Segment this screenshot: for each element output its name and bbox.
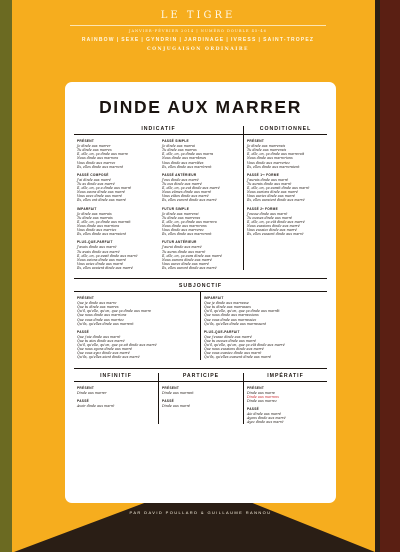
conjugation-line: Que vous ayez dinde aux marré (77, 351, 130, 356)
conjugation-line: Qu'il, qu'elle, qu'on, que ça ait dinde aux marré (77, 343, 157, 348)
tense-label: PRÉSENT (77, 139, 95, 143)
tense-label: IMPARFAIT (77, 206, 97, 211)
conjugation-line: Tu dinde aux marrais (77, 215, 113, 220)
conjugation-line: Qu'ils, qu'elles dinde aux marrent (77, 321, 134, 326)
conjugation-line: Tu auras dinde aux marré (162, 249, 206, 254)
conjugation-line: Vous dinde aux marrerez (162, 228, 204, 233)
imperatif-header: IMPÉRATIF (244, 373, 327, 382)
conjugation-line: Ayons dinde aux marré (247, 416, 286, 421)
conjugation-line: Nous eussions dinde aux marré (247, 223, 300, 228)
participe-section (158, 373, 243, 425)
conjugation-line: Nous dinde aux marrions (77, 223, 120, 228)
conjugation-line: Que vous eussiez dinde aux marré (204, 351, 262, 356)
conjugation-line: Nous aurions dinde aux marré (247, 190, 298, 195)
nav-item: SEXE (121, 37, 140, 43)
conjugation-line: Nous dinde aux marrâmes (162, 156, 207, 161)
conjugation-line: Tu eus dinde aux marré (162, 182, 202, 187)
conjugation-line: Ils, elles dinde aux marrent (77, 164, 123, 169)
subjonctif-col-2 (200, 292, 327, 360)
verb-title: DINDE AUX MARRER (99, 97, 302, 117)
conjugation-line: Tu as dinde aux marré (77, 182, 115, 187)
conjugation-line: Tu avais dinde aux marré (77, 249, 120, 254)
conjugation-line: Ils, elles dinde aux marreraient (247, 164, 300, 169)
nav-item: GYNDRIN (146, 37, 178, 43)
masthead-subtitle: CONJUGAISON ORDINAIRE (146, 47, 249, 52)
conjugation-line: Tu dinde aux marreras (162, 215, 201, 220)
conjugation-line: Ils, elles auront dinde aux marré (162, 265, 217, 270)
conjugation-line: Vous eussiez dinde aux marré (247, 228, 297, 233)
bottom-section (74, 368, 327, 425)
tense-label: PASSÉ 2ᵉ FORME (247, 206, 279, 211)
conjugation-line: Vous dinde aux marriez (77, 228, 117, 233)
participe-col (159, 386, 243, 409)
conjugation-line: Nous avons dinde aux marré (77, 190, 125, 195)
conjugation-line: Que tu eusses dinde aux marré (204, 339, 257, 344)
conjugation-line: Nous eûmes dinde aux marré (162, 190, 212, 195)
conjugation-line: Vous dinde aux marreriez (247, 160, 290, 165)
tense-label: PASSÉ (77, 329, 90, 334)
tense-label: FUTUR SIMPLE (162, 206, 190, 211)
conjugation-line: Dinde aux marre (247, 390, 276, 395)
conjugation-line: Qu'ils, qu'elles aient dinde aux marré (77, 355, 140, 360)
infinitif-section (74, 373, 158, 425)
credits: PAR DAVID POULLARD & GUILLAUME RANNOU (129, 510, 272, 515)
conditionnel-header: CONDITIONNEL (244, 126, 327, 135)
conjugation-line: Ils, elles avaient dinde aux marré (77, 265, 133, 270)
conjugation-line: Que j'aie dinde aux marré (77, 334, 121, 339)
conjugation-line: Il, elle, on, ça dinde aux marra (162, 152, 214, 157)
conjugation-line: Qu'il, qu'elle, qu'on, que ça dinde aux marre (77, 309, 152, 314)
masthead-nav: RAINBOW | SEXE | GYNDRIN | JARDINAGE | IVRESS | SAINT-TROPEZ (81, 37, 315, 43)
conjugation-line: Ils, elles dinde aux marrèrent (162, 164, 212, 169)
masthead-rule (70, 25, 326, 26)
conjugation-line: J'eus dinde aux marré (162, 177, 199, 182)
tense-label: PLUS-QUE-PARFAIT (77, 240, 113, 245)
conjugation-line: Nous dinde aux marrerions (247, 156, 293, 161)
conjugation-line: Ils, elles eurent dinde aux marré (162, 198, 217, 203)
nav-item: IVRESS (230, 37, 257, 43)
conjugation-line: Ayez dinde aux marré (247, 420, 284, 425)
indicatif-col-2 (159, 135, 243, 270)
indicatif-section (74, 126, 243, 270)
indicatif-columns (74, 135, 243, 270)
tense-label: PLUS-QUE-PARFAIT (204, 329, 240, 334)
conditionnel-section (243, 126, 327, 270)
conjugation-line: Que nous dinde aux marrions (77, 313, 127, 318)
tense-label: PRÉSENT (247, 139, 265, 143)
conjugation-line: Vous dinde aux marrez (77, 160, 116, 165)
conjugation-line: Ils, elles dinde aux marreront (162, 232, 212, 237)
subjonctif-col-1 (74, 292, 200, 360)
conjugation-card (65, 82, 336, 503)
tense-label: PRÉSENT (247, 385, 265, 390)
conjugation-line: Il, elle, on, ça aurait dinde aux marré (247, 186, 310, 191)
conjugation-line: Ils, elles auraient dinde aux marré (247, 198, 305, 203)
conjugation-line: Il, elle, on, ça dinde aux marrerait (247, 152, 305, 157)
conjugation-line: Tu dinde aux marres (77, 148, 112, 153)
magazine-title: LE TIGRE (160, 10, 236, 21)
conjugation-line: Qu'ils, qu'elles eussent dinde aux marré (204, 355, 272, 360)
conjugation-line: Dinde aux marrons (247, 394, 279, 399)
conjugation-line: Je dinde aux marrerais (247, 144, 286, 149)
conjugation-line: Nous avions dinde aux marré (77, 257, 127, 262)
conjugation-line: Vous auriez dinde aux marré (247, 194, 295, 199)
tense-label: PRÉSENT (162, 385, 180, 390)
tense-label: PASSÉ (162, 398, 175, 403)
conjugation-line: Vous aurez dinde aux marré (162, 261, 209, 266)
conjugation-line: Que nous dinde aux marrassions (204, 313, 259, 318)
conjugation-line: Je dinde aux marrai (162, 144, 195, 149)
right-brown-stripe (380, 0, 400, 552)
nav-item: RAINBOW (81, 37, 115, 43)
conjugation-line: Je dinde aux marrerai (162, 211, 199, 216)
conjugation-line: Il, elle, on, ça a dinde aux marré (77, 186, 132, 191)
conjugation-line: Que je dinde aux marre (77, 301, 117, 306)
masthead (40, 0, 356, 52)
tense-label: PASSÉ (247, 406, 260, 411)
conjugation-line: Vous dinde aux marrâtes (162, 160, 204, 165)
conjugation-line: Avoir dinde aux marré (77, 403, 115, 408)
tense-label: PRÉSENT (77, 385, 95, 390)
conjugation-line: Qu'il, qu'elle, qu'on, que ça eût dinde aux marré (204, 343, 285, 348)
conjugation-line: Nous dinde aux marrons (77, 156, 119, 161)
subjonctif-header: SUBJONCTIF (74, 279, 327, 292)
tense-label: PASSÉ SIMPLE (162, 139, 189, 143)
conjugation-line: Vous eûtes dinde aux marré (162, 194, 209, 199)
conjugation-line: Que tu dinde aux marrasses (204, 305, 251, 310)
infinitif-col (74, 386, 158, 409)
tense-label: PASSÉ (77, 398, 90, 403)
conjugation-line: Il, elle, on, ça dinde aux marrera (162, 219, 217, 224)
conjugation-line: Tu dinde aux marrerais (247, 148, 287, 153)
conjugation-line: Vous aviez dinde aux marré (77, 261, 124, 266)
conjugation-line: Que tu dinde aux marres (77, 305, 119, 310)
imperatif-section (243, 373, 327, 425)
conjugation-line: Il, elle, on, ça dinde aux marrait (77, 219, 131, 224)
conjugation-line: Il, elle, on, ça avait dinde aux marré (77, 253, 138, 258)
tense-label: PASSÉ ANTÉRIEUR (162, 172, 197, 177)
conjugation-line: Que vous dinde aux marrassiez (204, 317, 257, 322)
left-olive-stripe (0, 0, 12, 552)
conditionnel-col (244, 139, 327, 236)
conjugation-line: J'avais dinde aux marré (77, 245, 117, 250)
tense-label: PRÉSENT (77, 296, 95, 300)
participe-header: PARTICIPE (159, 373, 243, 382)
conjugation-line: Dinde aux marrant (162, 390, 194, 395)
conjugation-line: Je dinde aux marrais (77, 211, 112, 216)
imperatif-col (244, 386, 327, 425)
conjugation-line: Que vous dinde aux marriez (77, 317, 124, 322)
tense-label: IMPARFAIT (204, 296, 224, 300)
conjugation-line: Que j'eusse dinde aux marré (204, 334, 252, 339)
nav-item: JARDINAGE (184, 37, 225, 43)
conjugation-line: Dinde aux marrez (247, 398, 277, 403)
conjugation-line: Il, elle, on, ça eût dinde aux marré (247, 219, 305, 224)
issue-line: JANVIER-FÉVRIER 2014 | NUMÉRO DOUBLE 45-46 (129, 29, 267, 33)
conjugation-line: J'ai dinde aux marré (77, 177, 111, 182)
conjugation-line: Nous aurons dinde aux marré (162, 257, 212, 262)
nav-item: SAINT-TROPEZ (263, 37, 315, 43)
conjugation-line: Aie dinde aux marré (247, 412, 282, 417)
conjugation-line: Il, elle, on, ça aura dinde aux marré (162, 253, 222, 258)
conjugation-line: Que nous ayons dinde aux marré (77, 347, 133, 352)
conjugation-line: Que je dinde aux marrasse (204, 301, 249, 306)
conjugation-line: J'aurai dinde aux marré (162, 245, 202, 250)
conjugation-line: Vous avez dinde aux marré (77, 194, 123, 199)
infinitif-header: INFINITIF (74, 373, 158, 382)
indicatif-col-1 (74, 135, 159, 270)
conjugation-line: Que tu aies dinde aux marré (77, 339, 125, 344)
conjugation-line: Dinde aux marrer (77, 390, 107, 395)
conjugation-line: Ils, elles ont dinde aux marré (77, 198, 126, 203)
conjugation-line: Dinde aux marré (162, 403, 191, 408)
subjonctif-section (74, 278, 327, 360)
conjugation-line: J'eusse dinde aux marré (247, 211, 288, 216)
conjugation-line: Il, elle, on, ça dinde aux marre (77, 152, 129, 157)
conjugation-line: J'aurais dinde aux marré (247, 177, 289, 182)
conjugation-line: Nous dinde aux marrerons (162, 223, 207, 228)
indicatif-header: INDICATIF (74, 126, 243, 135)
conjugation-line: Tu eusses dinde aux marré (247, 215, 293, 220)
tense-label: FUTUR ANTÉRIEUR (162, 240, 197, 245)
conjugation-line: Il, elle, on, ça eut dinde aux marré (162, 186, 220, 191)
conjugation-line: Ils, elles eussent dinde aux marré (247, 232, 304, 237)
conjugation-line: Tu dinde aux marras (162, 148, 197, 153)
conjugation-line: Qu'ils, qu'elles dinde aux marrassent (204, 321, 266, 326)
conjugation-line: Que nous eussions dinde aux marré (204, 347, 264, 352)
top-section (74, 126, 327, 270)
conjugation-line: Qu'il, qu'elle, qu'on, que ça dinde aux marrât (204, 309, 280, 314)
tense-label: PASSÉ 1ʳᵉ FORME (247, 172, 280, 177)
tense-label: PASSÉ COMPOSÉ (77, 172, 109, 177)
conjugation-line: Ils, elles dinde aux marraient (77, 232, 126, 237)
subjonctif-columns (74, 292, 327, 360)
conjugation-line: Tu aurais dinde aux marré (247, 182, 292, 187)
conjugation-line: Je dinde aux marrer (77, 144, 111, 149)
